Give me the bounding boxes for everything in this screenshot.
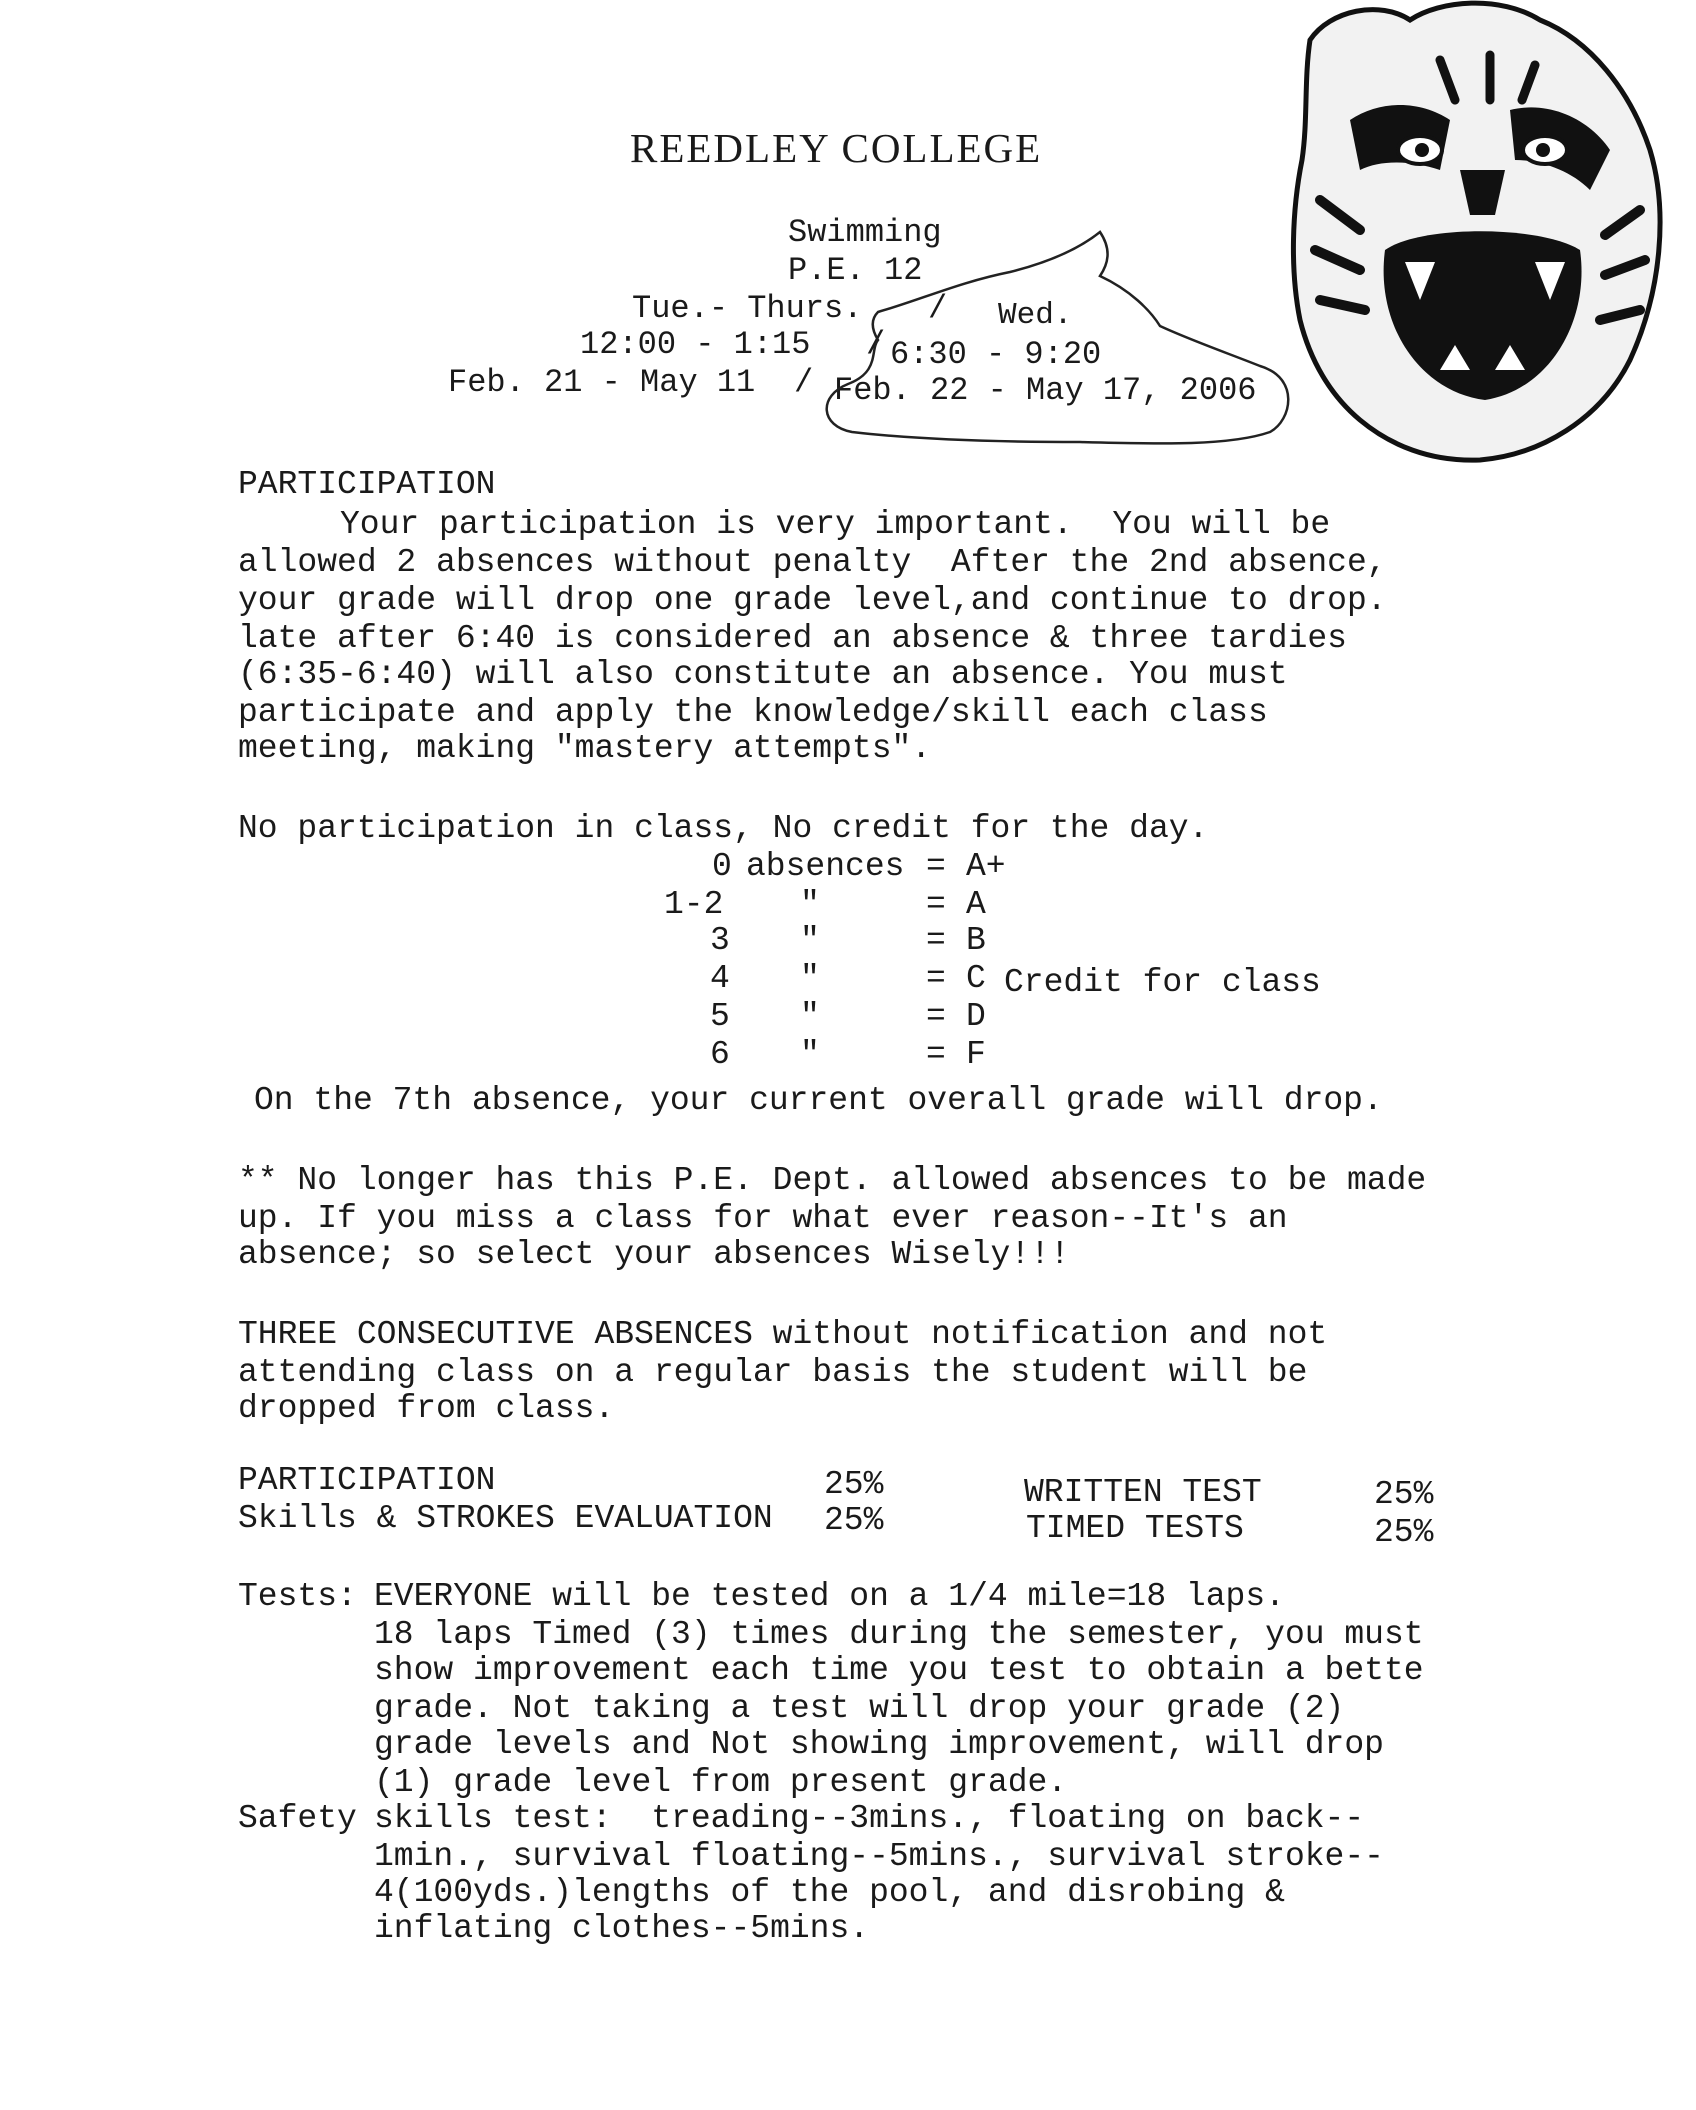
grade-count: 3: [710, 922, 730, 959]
grade-count: 0: [712, 848, 732, 885]
seventh-absence-note: On the 7th absence, your current overall grade will drop.: [254, 1082, 1383, 1119]
makeup-note-line: absence; so select your absences Wisely!!!: [238, 1236, 1070, 1273]
grade-letter: B: [966, 922, 986, 959]
grade-letter: D: [966, 998, 986, 1035]
safety-line: 1min., survival floating--5mins., survival stroke--: [374, 1838, 1384, 1875]
weight-label: PARTICIPATION: [238, 1462, 496, 1499]
time-left: 12:00 - 1:15: [580, 326, 811, 363]
dates-right: Feb. 22 - May 17, 2006: [834, 372, 1257, 409]
course-code: P.E. 12: [788, 252, 923, 289]
course-name: Swimming: [788, 214, 942, 251]
grade-equals: =: [926, 998, 946, 1035]
grade-letter: F: [966, 1036, 986, 1073]
participation-line: meeting, making "mastery attempts".: [238, 730, 932, 767]
weight-label: WRITTEN TEST: [1024, 1474, 1262, 1511]
grade-equals: =: [926, 848, 946, 885]
weight-label: TIMED TESTS: [1026, 1510, 1244, 1547]
grade-equals: =: [926, 886, 946, 923]
makeup-note-line: up. If you miss a class for what ever reason--It's an: [238, 1200, 1288, 1237]
college-title: REEDLEY COLLEGE: [630, 125, 1043, 171]
days-right: Wed.: [998, 298, 1073, 333]
tests-line: show improvement each time you test to obtain a bette: [374, 1652, 1424, 1689]
credit-note: Credit for class: [1004, 964, 1321, 1001]
grade-letter: A: [966, 886, 986, 923]
tests-line: grade. Not taking a test will drop your grade (2): [374, 1690, 1345, 1727]
weight-value: 25%: [824, 1466, 884, 1503]
tests-line: 18 laps Timed (3) times during the semester, you must: [374, 1616, 1424, 1653]
participation-line: allowed 2 absences without penalty After the 2nd absence,: [238, 544, 1387, 581]
grade-count: 5: [710, 998, 730, 1035]
participation-line: Your participation is very important. You will be: [340, 506, 1331, 543]
weight-label: Skills & STROKES EVALUATION: [238, 1500, 773, 1537]
no-credit-note: No participation in class, No credit for the day.: [238, 810, 1209, 847]
makeup-note-line: ** No longer has this P.E. Dept. allowed absences to be made: [238, 1162, 1427, 1199]
grade-equals: =: [926, 960, 946, 997]
tiger-mascot-icon: [1290, 0, 1670, 470]
dates-left: Feb. 21 - May 11: [448, 364, 756, 401]
participation-line: your grade will drop one grade level,and continue to drop.: [238, 582, 1387, 619]
consecutive-note-line: THREE CONSECUTIVE ABSENCES without notification and not: [238, 1316, 1328, 1353]
grade-equals: =: [926, 1036, 946, 1073]
participation-line: late after 6:40 is considered an absence & three tardies: [238, 620, 1347, 657]
grade-count: 1-2: [664, 886, 724, 923]
grade-label: ": [800, 922, 820, 959]
grade-letter: A+: [966, 848, 1006, 885]
grade-label: ": [800, 886, 820, 923]
grade-count: 4: [710, 960, 730, 997]
safety-line: skills test: treading--3mins., floating on back--: [374, 1800, 1365, 1837]
grade-count: 6: [710, 1036, 730, 1073]
participation-line: participate and apply the knowledge/skill each class: [238, 694, 1268, 731]
tests-line: grade levels and Not showing improvement, will drop: [374, 1726, 1384, 1763]
grade-letter: C: [966, 960, 986, 997]
consecutive-note-line: attending class on a regular basis the student will be: [238, 1354, 1308, 1391]
safety-line: 4(100yds.)lengths of the pool, and disrobing &: [374, 1874, 1285, 1911]
participation-line: (6:35-6:40) will also constitute an absence. You must: [238, 656, 1288, 693]
tests-line: (1) grade level from present grade.: [374, 1764, 1068, 1801]
time-right: 6:30 - 9:20: [890, 336, 1102, 373]
weight-value: 25%: [1374, 1514, 1434, 1551]
weight-value: 25%: [824, 1502, 884, 1539]
days-separator: /: [928, 290, 948, 327]
grade-label: ": [800, 960, 820, 997]
grade-equals: =: [926, 922, 946, 959]
consecutive-note-line: dropped from class.: [238, 1390, 615, 1427]
grade-label: ": [800, 1036, 820, 1073]
grade-label: ": [800, 998, 820, 1035]
grade-label: absences: [746, 848, 905, 885]
safety-label: Safety: [238, 1800, 357, 1837]
time-separator: /: [866, 326, 886, 363]
days-left: Tue.- Thurs.: [632, 290, 863, 327]
safety-line: inflating clothes--5mins.: [374, 1910, 870, 1947]
dates-separator: /: [794, 364, 814, 401]
weight-value: 25%: [1374, 1476, 1434, 1513]
tests-line: EVERYONE will be tested on a 1/4 mile=18 laps.: [374, 1578, 1285, 1615]
participation-heading: PARTICIPATION: [238, 466, 496, 503]
tests-label: Tests:: [238, 1578, 357, 1615]
